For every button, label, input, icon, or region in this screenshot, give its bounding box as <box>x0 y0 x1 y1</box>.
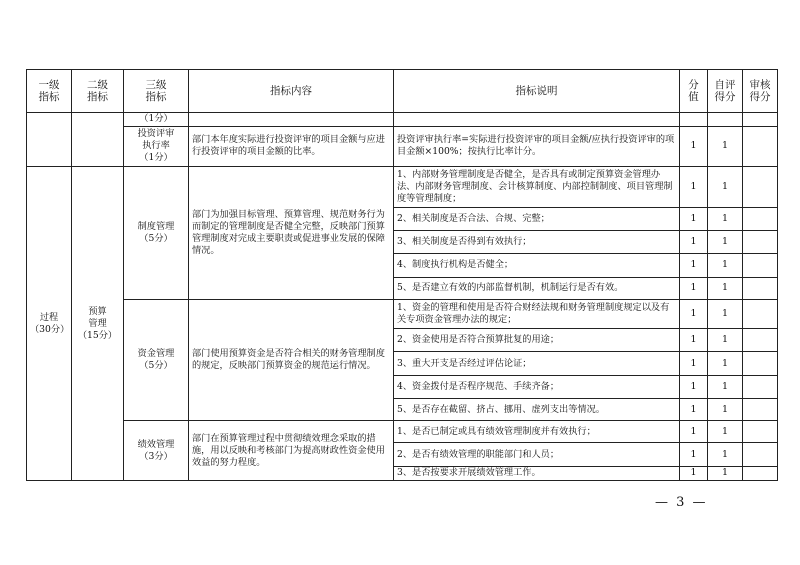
cell-self-score: 1 <box>708 466 743 480</box>
table-row <box>27 421 778 443</box>
header-description: 指标说明 <box>394 70 680 113</box>
cell-self-score: 1 <box>708 398 743 420</box>
cell-description: 2、资金使用是否符合预算批复的用途； <box>394 329 680 352</box>
cell-description: 2、是否有绩效管理的职能部门和人员； <box>394 443 680 466</box>
cell-description: 3、重大开支是否经过评估论证； <box>394 352 680 375</box>
cell-self-score: 1 <box>708 207 743 230</box>
cell-self-score: 1 <box>708 443 743 466</box>
cell-level3: 投资评审 执行率 （1分） <box>124 126 189 166</box>
cell-audit-score <box>743 277 778 299</box>
cell-description: 4、资金拨付是否程序规范、手续齐备； <box>394 375 680 398</box>
header-audit-score: 审核 得分 <box>743 70 778 113</box>
cell-audit-score <box>743 167 778 207</box>
cell-self-score: 1 <box>708 329 743 352</box>
cell-level3: 制度管理 （5分） <box>124 167 189 300</box>
table-row <box>27 299 778 328</box>
cell-description <box>394 112 680 126</box>
cell-audit-score <box>743 207 778 230</box>
header-content: 指标内容 <box>189 70 394 113</box>
cell-self-score: 1 <box>708 277 743 299</box>
cell-content: 部门在预算管理过程中贯彻绩效理念采取的措施，用以反映和考核部门为提高财政性资金使用效益的努力程度。 <box>189 421 394 481</box>
table-row <box>27 167 778 207</box>
cell-self-score: 1 <box>708 126 743 166</box>
cell-self-score: 1 <box>708 167 743 207</box>
cell-score: 1 <box>680 126 708 166</box>
cell-self-score: 1 <box>708 254 743 277</box>
cell-self-score <box>708 112 743 126</box>
cell-self-score: 1 <box>708 421 743 443</box>
cell-score: 1 <box>680 277 708 299</box>
cell-description: 投资评审执行率=实际进行投资评审的项目金额/应执行投资评审的项目金额×100%；按执行比率计分。 <box>394 126 680 166</box>
cell-score: 1 <box>680 254 708 277</box>
cell-score: 1 <box>680 329 708 352</box>
cell-level3: （1分） <box>124 112 189 126</box>
evaluation-table <box>26 69 778 481</box>
page-number: — 3 — <box>655 495 708 510</box>
cell-audit-score <box>743 443 778 466</box>
cell-level1: 过程 （30分） <box>27 167 72 481</box>
cell-description: 3、是否按要求开展绩效管理工作。 <box>394 466 680 480</box>
header-score: 分 值 <box>680 70 708 113</box>
cell-score: 1 <box>680 398 708 420</box>
cell-self-score: 1 <box>708 299 743 328</box>
header-level1: 一级 指标 <box>27 70 72 113</box>
cell-content <box>189 112 394 126</box>
header-self-score: 自评 得分 <box>708 70 743 113</box>
table-row <box>27 126 778 166</box>
header-row <box>27 70 778 113</box>
cell-description: 1、资金的管理和使用是否符合财经法规和财务管理制度规定以及有关专项资金管理办法的规定； <box>394 299 680 328</box>
table-row <box>27 112 778 126</box>
cell-description: 1、是否已制定或具有绩效管理制度并有效执行； <box>394 421 680 443</box>
cell-self-score: 1 <box>708 375 743 398</box>
cell-audit-score <box>743 112 778 126</box>
cell-score: 1 <box>680 167 708 207</box>
cell-level2: 预算 管理 （15分） <box>72 167 124 481</box>
cell-level3: 绩效管理 （3分） <box>124 421 189 481</box>
cell-audit-score <box>743 230 778 253</box>
cell-self-score: 1 <box>708 230 743 253</box>
cell-self-score: 1 <box>708 352 743 375</box>
cell-score: 1 <box>680 207 708 230</box>
cell-description: 1、内部财务管理制度是否健全，是否具有或制定预算资金管理办法、内部财务管理制度、会计核算制度、内部控制制度、项目管理制度等管理制度； <box>394 167 680 207</box>
cell-description: 5、是否建立有效的内部监督机制，机制运行是否有效。 <box>394 277 680 299</box>
cell-score: 1 <box>680 352 708 375</box>
cell-level2-empty <box>72 112 124 167</box>
cell-audit-score <box>743 421 778 443</box>
cell-audit-score <box>743 466 778 480</box>
cell-audit-score <box>743 329 778 352</box>
cell-score: 1 <box>680 299 708 328</box>
cell-score: 1 <box>680 421 708 443</box>
cell-audit-score <box>743 352 778 375</box>
cell-score: 1 <box>680 375 708 398</box>
cell-description: 5、是否存在截留、挤占、挪用、虚列支出等情况。 <box>394 398 680 420</box>
header-level2: 二级 指标 <box>72 70 124 113</box>
cell-content: 部门为加强目标管理、预算管理、规范财务行为而制定的管理制度是否健全完整，反映部门预算管理制度对完成主要职责或促进事业发展的保障情况。 <box>189 167 394 300</box>
cell-level3: 资金管理 （5分） <box>124 299 189 420</box>
cell-description: 2、相关制度是否合法、合规、完整； <box>394 207 680 230</box>
cell-content: 部门本年度实际进行投资评审的项目金额与应进行投资评审的项目金额的比率。 <box>189 126 394 166</box>
cell-audit-score <box>743 126 778 166</box>
cell-audit-score <box>743 299 778 328</box>
cell-score: 1 <box>680 466 708 480</box>
cell-content: 部门使用预算资金是否符合相关的财务管理制度的规定，反映部门预算资金的规范运行情况。 <box>189 299 394 420</box>
cell-audit-score <box>743 398 778 420</box>
cell-description: 3、相关制度是否得到有效执行； <box>394 230 680 253</box>
header-level3: 三级 指标 <box>124 70 189 113</box>
cell-description: 4、制度执行机构是否健全； <box>394 254 680 277</box>
cell-audit-score <box>743 254 778 277</box>
cell-audit-score <box>743 375 778 398</box>
cell-score <box>680 112 708 126</box>
cell-score: 1 <box>680 230 708 253</box>
cell-score: 1 <box>680 443 708 466</box>
cell-level1-empty <box>27 112 72 167</box>
